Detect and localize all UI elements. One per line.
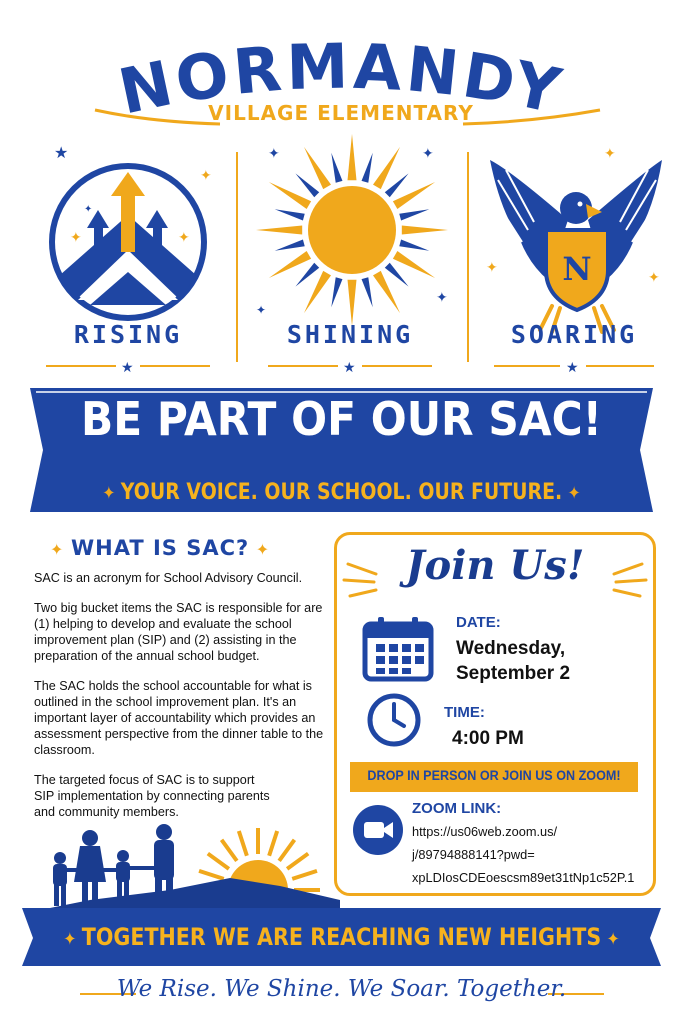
eagle-shield-icon [490,160,664,332]
sac-paragraph-3: The SAC holds the school accountable for what is outlined in the school improvement plan. It's an important layer of accountability which provides an assessment perspective from the dinner table to the classroom. [34,679,324,757]
star-icon: ✦ [268,146,280,162]
star-icon: ✦ [256,303,267,317]
school-subtitle: VILLAGE ELEMENTARY [208,101,474,125]
sun-ray [362,153,373,183]
tagline: We Rise. We Shine. We Soar. Together. [116,976,567,1002]
svg-text:✦: ✦ [70,230,82,246]
svg-text:★: ★ [566,360,579,376]
school-name: NORMANDY [112,29,571,129]
banner-title: BE PART OF OUR SAC! [81,392,602,446]
pillar-divider [467,152,469,362]
footer-banner-label: TOGETHER WE ARE REACHING NEW HEIGHTS [81,923,602,951]
star-icon: ✦ [422,146,434,162]
sun-ray [304,271,331,313]
zoom-link-line[interactable]: https://us06web.zoom.us/ [412,824,558,839]
star-icon: ✦ [436,290,448,306]
sunrise-ray [269,831,277,856]
sun-ray [373,147,400,189]
sun-ray [373,271,400,313]
star-icon: ★ [54,143,69,162]
sun-ray [331,153,342,183]
sunrise-ray [199,871,224,879]
sun-ray [295,263,319,287]
mountain-arrows-icon [52,166,204,318]
sunrise-ray [208,854,229,869]
sun-ray [399,240,429,251]
pillar-label-soaring: SOARING [510,320,638,349]
sun-ray [393,182,435,209]
what-is-sac-heading: ✦ WHAT IS SAC? ✦ [50,536,271,560]
pillars-section [0,130,683,380]
sun-ray [295,173,319,197]
sunrise-ray [222,840,237,861]
sun-ray [402,226,448,235]
star-icon: ✦ [604,146,616,162]
svg-text:★: ★ [343,360,356,376]
zoom-link-label: ZOOM LINK: [412,800,502,817]
sunrise-ray [292,871,317,879]
pillar-label-rising: RISING [73,320,183,349]
footer-banner-text: ✦ TOGETHER WE ARE REACHING NEW HEIGHTS ✦ [63,923,620,951]
sunrise-ray [287,854,308,869]
sun-ray [304,147,331,189]
star-icon: ✦ [648,270,660,286]
sac-paragraph-2: Two big bucket items the SAC is responsible for are (1) helping to develop and evaluate the school improvement plan (SIP) and (2) assisting in the preparation of the annual school budget. [34,601,323,663]
banner-subtitle: ✦ YOUR VOICE. OUR SCHOOL. OUR FUTURE. ✦ [102,480,581,505]
zoom-link-url[interactable] [412,820,654,889]
time-value: 4:00 PM [452,728,524,749]
pillar-label-shining: SHINING [286,320,414,349]
family-sunrise-illustration [30,820,340,912]
star-icon: ✦ [200,168,212,184]
svg-text:✦: ✦ [178,230,190,246]
sun-ray [385,263,409,287]
time-label: TIME: [444,704,485,721]
clock-icon [366,692,422,748]
sun-ray [275,209,305,220]
zoom-camera-icon [352,804,404,856]
sun-ray [331,277,342,307]
shield-letter: N [562,250,592,288]
sun-icon [256,134,448,326]
star-icon: ✦ [486,260,498,276]
join-us-title: Join Us! [405,542,585,589]
dropin-text: DROP IN PERSON OR JOIN US ON ZOOM! [367,767,621,783]
calendar-icon [362,616,434,682]
sun-ray [269,182,311,209]
what-is-sac-title: WHAT IS SAC? [70,536,250,560]
sun-ray [385,173,409,197]
sun-ray [362,277,373,307]
sun-ray [393,251,435,278]
sac-paragraph-4: The targeted focus of SAC is to support SIP implementation by connecting parents and community members. [34,773,270,819]
date-label: DATE: [456,614,501,631]
svg-text:✦: ✦ [84,204,93,215]
sun-core [308,186,396,274]
zoom-link-line[interactable]: j/89794888141?pwd= [412,847,535,862]
pillar-divider [236,152,238,362]
banner-subtitle-text: YOUR VOICE. OUR SCHOOL. OUR FUTURE. [120,480,563,505]
sac-paragraph-1: SAC is an acronym for School Advisory Council. [34,571,303,585]
date-value: Wednesday, September 2 [456,638,571,684]
sunrise-ray [239,831,247,856]
sun-ray [399,209,429,220]
sun-ray [275,240,305,251]
sunrise-ray [279,840,294,861]
sun-ray [269,251,311,278]
sun-ray [348,134,357,180]
zoom-link-line[interactable]: xpLDIosCDEoescsm89et31tNp1c52P.1 [412,870,635,885]
sun-ray [256,226,302,235]
svg-text:★: ★ [121,360,134,376]
school-name-header [0,24,683,134]
